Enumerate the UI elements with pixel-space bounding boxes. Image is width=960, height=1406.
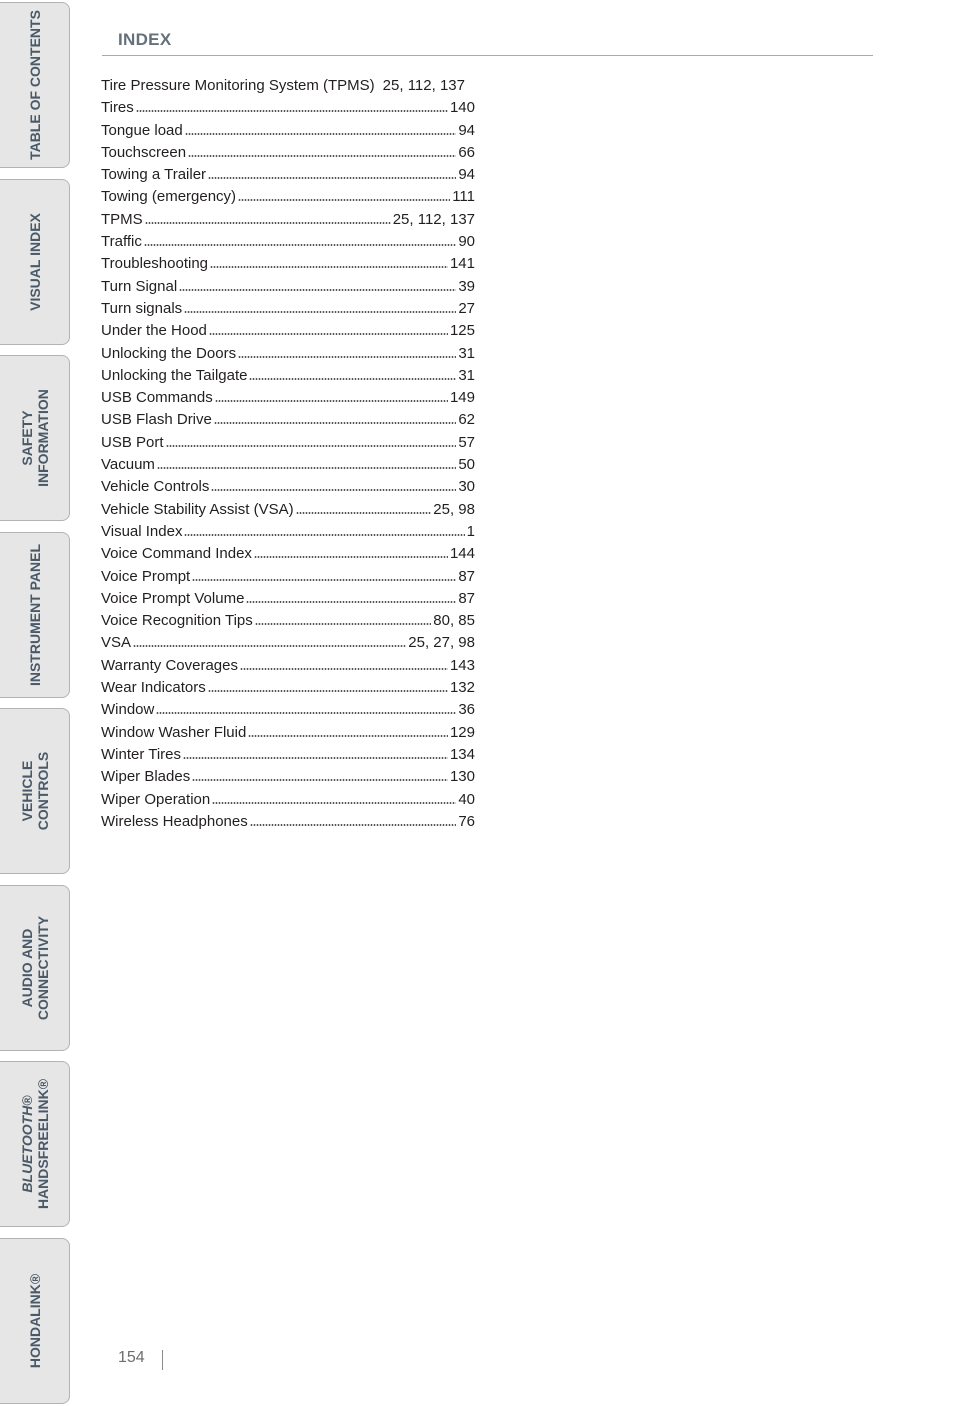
index-term: Wiper Operation bbox=[101, 790, 211, 808]
index-entry bbox=[101, 97, 475, 119]
tab-label: SAFETY INFORMATION bbox=[18, 389, 51, 487]
dot-leader bbox=[249, 378, 456, 380]
index-term: USB Port bbox=[101, 433, 164, 451]
page-references[interactable]: 39 bbox=[458, 277, 475, 295]
index-term: Troubleshooting bbox=[101, 255, 209, 273]
index-entry bbox=[101, 499, 475, 521]
dot-leader bbox=[211, 489, 456, 491]
dot-leader bbox=[240, 668, 448, 670]
dot-leader bbox=[296, 512, 432, 514]
page-references[interactable]: 129 bbox=[449, 723, 475, 741]
page-references[interactable]: 50 bbox=[458, 456, 475, 474]
index-term: TPMS bbox=[101, 210, 143, 228]
index-term: Window bbox=[101, 701, 155, 719]
index-entry bbox=[101, 432, 475, 454]
tab-label: HONDALINK® bbox=[26, 1273, 43, 1369]
page-references[interactable]: 57 bbox=[458, 433, 475, 451]
dot-leader bbox=[179, 289, 456, 291]
index-term: Unlocking the Tailgate bbox=[101, 366, 248, 384]
index-entry bbox=[101, 588, 475, 610]
tab-bluetooth-handsfreelink[interactable] bbox=[0, 1061, 70, 1227]
page-references[interactable]: 66 bbox=[458, 143, 475, 161]
page-references[interactable]: 143 bbox=[449, 656, 475, 674]
page-references[interactable]: 132 bbox=[449, 679, 475, 697]
dot-leader bbox=[144, 244, 456, 246]
tab-label: INSTRUMENT PANEL bbox=[26, 543, 43, 687]
index-term: Wiper Blades bbox=[101, 768, 191, 786]
index-entry bbox=[101, 75, 475, 97]
index-entry bbox=[101, 343, 475, 365]
dot-leader bbox=[214, 422, 456, 424]
dot-leader bbox=[215, 400, 448, 402]
tab-label: BLUETOOTH® HANDSFREELINK® bbox=[18, 1078, 51, 1210]
index-term: Vehicle Stability Assist (VSA) bbox=[101, 500, 294, 518]
page-references[interactable]: 140 bbox=[449, 99, 475, 117]
index-term: Under the Hood bbox=[101, 322, 207, 340]
dot-leader bbox=[208, 177, 456, 179]
index-term: Touchscreen bbox=[101, 143, 187, 161]
page-references[interactable]: 94 bbox=[458, 166, 475, 184]
index-term: USB Flash Drive bbox=[101, 411, 212, 429]
page-references[interactable]: 30 bbox=[458, 478, 475, 496]
page-references[interactable]: 27 bbox=[458, 299, 475, 317]
index-term: Window Washer Fluid bbox=[101, 723, 247, 741]
page-references[interactable]: 144 bbox=[449, 545, 475, 563]
page-references[interactable]: 76 bbox=[458, 812, 475, 830]
index-entry bbox=[101, 811, 475, 833]
tab-audio-and-connectivity[interactable] bbox=[0, 885, 70, 1051]
dot-leader bbox=[238, 199, 450, 201]
index-term: Towing a Trailer bbox=[101, 166, 207, 184]
page-references[interactable]: 31 bbox=[458, 366, 475, 384]
dot-leader bbox=[210, 266, 448, 268]
dot-leader bbox=[184, 534, 464, 536]
index-term: Voice Recognition Tips bbox=[101, 612, 253, 630]
dot-leader bbox=[238, 356, 456, 358]
index-entry bbox=[101, 454, 475, 476]
index-entry bbox=[101, 655, 475, 677]
tab-safety-information[interactable] bbox=[0, 355, 70, 521]
index-entry bbox=[101, 276, 475, 298]
index-entry bbox=[101, 766, 475, 788]
page-references[interactable]: 149 bbox=[449, 389, 475, 407]
index-term: Tire Pressure Monitoring System (TPMS) bbox=[101, 77, 375, 94]
index-entry bbox=[101, 699, 475, 721]
dot-leader bbox=[188, 155, 456, 157]
index-term: Winter Tires bbox=[101, 745, 182, 763]
page-references[interactable]: 31 bbox=[458, 344, 475, 362]
index-term: Unlocking the Doors bbox=[101, 344, 237, 362]
index-term: Voice Prompt bbox=[101, 567, 191, 585]
dot-leader bbox=[166, 445, 457, 447]
page-references[interactable]: 25, 98 bbox=[433, 500, 475, 518]
dot-leader bbox=[183, 757, 448, 759]
page-number: 154 bbox=[118, 1349, 145, 1366]
index-entry bbox=[101, 744, 475, 766]
header-divider bbox=[102, 55, 873, 56]
tab-vehicle-controls[interactable] bbox=[0, 708, 70, 874]
index-term: Visual Index bbox=[101, 522, 183, 540]
dot-leader bbox=[208, 690, 448, 692]
dot-leader bbox=[246, 601, 456, 603]
dot-leader bbox=[248, 735, 448, 737]
index-entry bbox=[101, 186, 475, 208]
index-term: Voice Prompt Volume bbox=[101, 589, 245, 607]
tab-label: AUDIO AND CONNECTIVITY bbox=[18, 915, 51, 1021]
index-entry bbox=[101, 543, 475, 565]
tab-label: VISUAL INDEX bbox=[26, 213, 43, 311]
page-references[interactable]: 36 bbox=[458, 701, 475, 719]
tab-label: VEHICLE CONTROLS bbox=[18, 751, 51, 831]
index-list bbox=[101, 75, 475, 833]
index-term: Warranty Coverages bbox=[101, 656, 238, 674]
index-term: Towing (emergency) bbox=[101, 188, 237, 206]
page-title: INDEX bbox=[118, 30, 172, 49]
index-term: USB Commands bbox=[101, 389, 213, 407]
page-references[interactable]: 80, 85 bbox=[433, 612, 475, 630]
tab-hondalink[interactable] bbox=[0, 1238, 70, 1404]
dot-leader bbox=[192, 579, 456, 581]
index-term: Tires bbox=[101, 99, 134, 117]
tab-label: TABLE OF CONTENTS bbox=[26, 10, 43, 160]
index-term: Voice Command Index bbox=[101, 545, 252, 563]
dot-leader bbox=[255, 623, 432, 625]
index-term: Wear Indicators bbox=[101, 679, 206, 697]
index-entry bbox=[101, 677, 475, 699]
index-entry bbox=[101, 521, 475, 543]
index-entry bbox=[101, 566, 475, 588]
dot-leader bbox=[185, 133, 457, 135]
page-references[interactable]: 90 bbox=[458, 233, 475, 251]
index-entry bbox=[101, 298, 475, 320]
dot-leader bbox=[145, 222, 391, 224]
page-references[interactable]: 130 bbox=[449, 768, 475, 786]
dot-leader bbox=[136, 110, 448, 112]
index-entry bbox=[101, 789, 475, 811]
page-references[interactable]: 87 bbox=[458, 567, 475, 585]
page-references[interactable]: 40 bbox=[458, 790, 475, 808]
index-term: Turn signals bbox=[101, 299, 183, 317]
side-navigation-tabs bbox=[0, 0, 74, 1406]
dot-leader bbox=[377, 88, 381, 90]
page-references[interactable]: 25, 112, 137 bbox=[392, 210, 475, 228]
index-entry bbox=[101, 387, 475, 409]
dot-leader bbox=[184, 311, 456, 313]
dot-leader bbox=[209, 333, 448, 335]
page-references[interactable]: 1 bbox=[466, 522, 475, 540]
dot-leader bbox=[157, 467, 456, 469]
tab-table-of-contents[interactable] bbox=[0, 2, 70, 168]
index-term: Wireless Headphones bbox=[101, 812, 248, 830]
dot-leader bbox=[192, 779, 448, 781]
index-entry bbox=[101, 610, 475, 632]
page-references[interactable]: 94 bbox=[458, 121, 475, 139]
index-entry bbox=[101, 209, 475, 231]
page-references[interactable]: 62 bbox=[458, 411, 475, 429]
index-entry bbox=[101, 320, 475, 342]
page-references[interactable]: 111 bbox=[452, 188, 475, 206]
tab-visual-index[interactable] bbox=[0, 179, 70, 345]
index-term: Vehicle Controls bbox=[101, 478, 210, 496]
dot-leader bbox=[254, 556, 448, 558]
page-references[interactable]: 125 bbox=[449, 322, 475, 340]
index-entry bbox=[101, 409, 475, 431]
index-entry bbox=[101, 164, 475, 186]
dot-leader bbox=[133, 645, 406, 647]
index-entry bbox=[101, 632, 475, 654]
page-references[interactable]: 141 bbox=[449, 255, 475, 273]
page-references[interactable]: 134 bbox=[449, 745, 475, 763]
page-references[interactable]: 25, 112, 137 bbox=[382, 77, 465, 94]
index-term: VSA bbox=[101, 634, 132, 652]
index-term: Turn Signal bbox=[101, 277, 178, 295]
index-entry bbox=[101, 476, 475, 498]
tab-instrument-panel[interactable] bbox=[0, 532, 70, 698]
page-references[interactable]: 25, 27, 98 bbox=[408, 634, 475, 652]
index-entry bbox=[101, 722, 475, 744]
index-term: Tongue load bbox=[101, 121, 183, 139]
index-entry bbox=[101, 231, 475, 253]
dot-leader bbox=[212, 802, 456, 804]
index-term: Vacuum bbox=[101, 456, 155, 474]
dot-leader bbox=[250, 824, 457, 826]
dot-leader bbox=[156, 712, 456, 714]
index-entry bbox=[101, 142, 475, 164]
index-entry bbox=[101, 120, 475, 142]
index-term: Traffic bbox=[101, 233, 142, 251]
index-entry bbox=[101, 365, 475, 387]
footer-divider bbox=[162, 1350, 163, 1370]
page-references[interactable]: 87 bbox=[458, 589, 475, 607]
index-entry bbox=[101, 253, 475, 275]
